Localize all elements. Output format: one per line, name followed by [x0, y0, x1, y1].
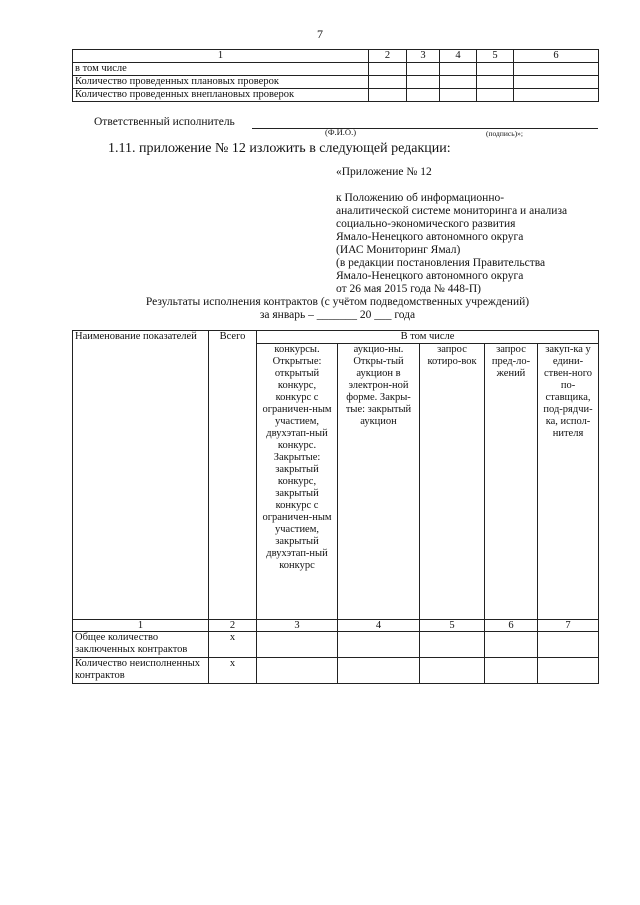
header-cell: 6	[514, 50, 599, 63]
column-number: 1	[73, 620, 209, 632]
including-header: В том числе	[257, 331, 599, 344]
row-label: в том числе	[73, 63, 369, 76]
indicator-header: Наименование показателей	[73, 331, 209, 620]
competitions-header: конкурсы. Открытые: открытый конкурс, конкурс с ограничен-ным участием, двухэтап-ный конкурс. Закрытые: закрытый конкурс, закрытый конкурс с ограничен-ным участием, закрытый двухэтап-ный конкурс	[257, 344, 338, 620]
table-row	[73, 63, 599, 76]
appendix-line: социально-экономического развития	[336, 218, 516, 230]
table-header-row	[73, 50, 599, 63]
appendix-line: (ИАС Мониторинг Ямал)	[336, 244, 461, 256]
appendix-line: Ямало-Ненецкого автономного округа	[336, 270, 524, 282]
total-value: x	[209, 632, 257, 658]
appendix-line: к Положению об информационно-	[336, 192, 505, 204]
responsible-label: Ответственный исполнитель	[94, 116, 235, 128]
auctions-header: аукцио-ны. Откры-тый аукцион в электрон-ной форме. Закры-тые: закрытый аукцион	[338, 344, 420, 620]
table-row	[73, 89, 599, 102]
column-number: 4	[338, 620, 420, 632]
column-number: 3	[257, 620, 338, 632]
appendix-spacer	[336, 179, 567, 192]
column-numbers-row	[73, 620, 599, 632]
table-row	[73, 658, 599, 684]
single-supplier-header: закуп-ка у едини-ствен-ного по-ставщика, под-рядчи-ка, испол-нителя	[538, 344, 599, 620]
appendix-line: аналитической системе мониторинга и анализа	[336, 205, 568, 217]
column-number: 5	[420, 620, 485, 632]
results-subtitle: за январь – _______ 20 ___ года	[259, 309, 416, 321]
results-title: Результаты исполнения контрактов (с учётом подведомственных учреждений)	[145, 296, 530, 308]
row-label: Количество проведенных плановых проверок	[73, 76, 369, 89]
appendix-line: Ямало-Ненецкого автономного округа	[336, 231, 524, 243]
row-label: Количество неисполненных контрактов	[73, 658, 209, 684]
contracts-table	[72, 330, 599, 684]
row-label: Общее количество заключенных контрактов	[73, 632, 209, 658]
proposals-header: запрос пред-ло-жений	[485, 344, 538, 620]
page-number: 7	[317, 27, 323, 41]
table-row	[73, 76, 599, 89]
header-cell: 3	[407, 50, 440, 63]
appendix-line: «Приложение № 12	[336, 166, 432, 178]
total-value: x	[209, 658, 257, 684]
table-row	[73, 632, 599, 658]
appendix-block	[336, 166, 567, 296]
column-number: 6	[485, 620, 538, 632]
row-label: Количество проведенных внеплановых проверок	[73, 89, 369, 102]
signature-caption: (подпись)»;	[486, 129, 523, 138]
header-cell: 4	[440, 50, 477, 63]
inspections-table	[72, 49, 599, 102]
column-number: 7	[538, 620, 599, 632]
quotations-header: запрос котиро-вок	[420, 344, 485, 620]
header-cell: 1	[73, 50, 369, 63]
fio-caption: (Ф.И.О.)	[325, 127, 357, 137]
item-heading: 1.11. приложение № 12 изложить в следующей редакции:	[108, 141, 451, 156]
header-cell: 2	[369, 50, 407, 63]
total-header: Всего	[209, 331, 257, 620]
column-number: 2	[209, 620, 257, 632]
signature-line	[252, 128, 598, 129]
header-cell: 5	[477, 50, 514, 63]
appendix-line: (в редакции постановления Правительства	[336, 257, 546, 269]
appendix-line: от 26 мая 2015 года № 448-П)	[336, 283, 481, 295]
